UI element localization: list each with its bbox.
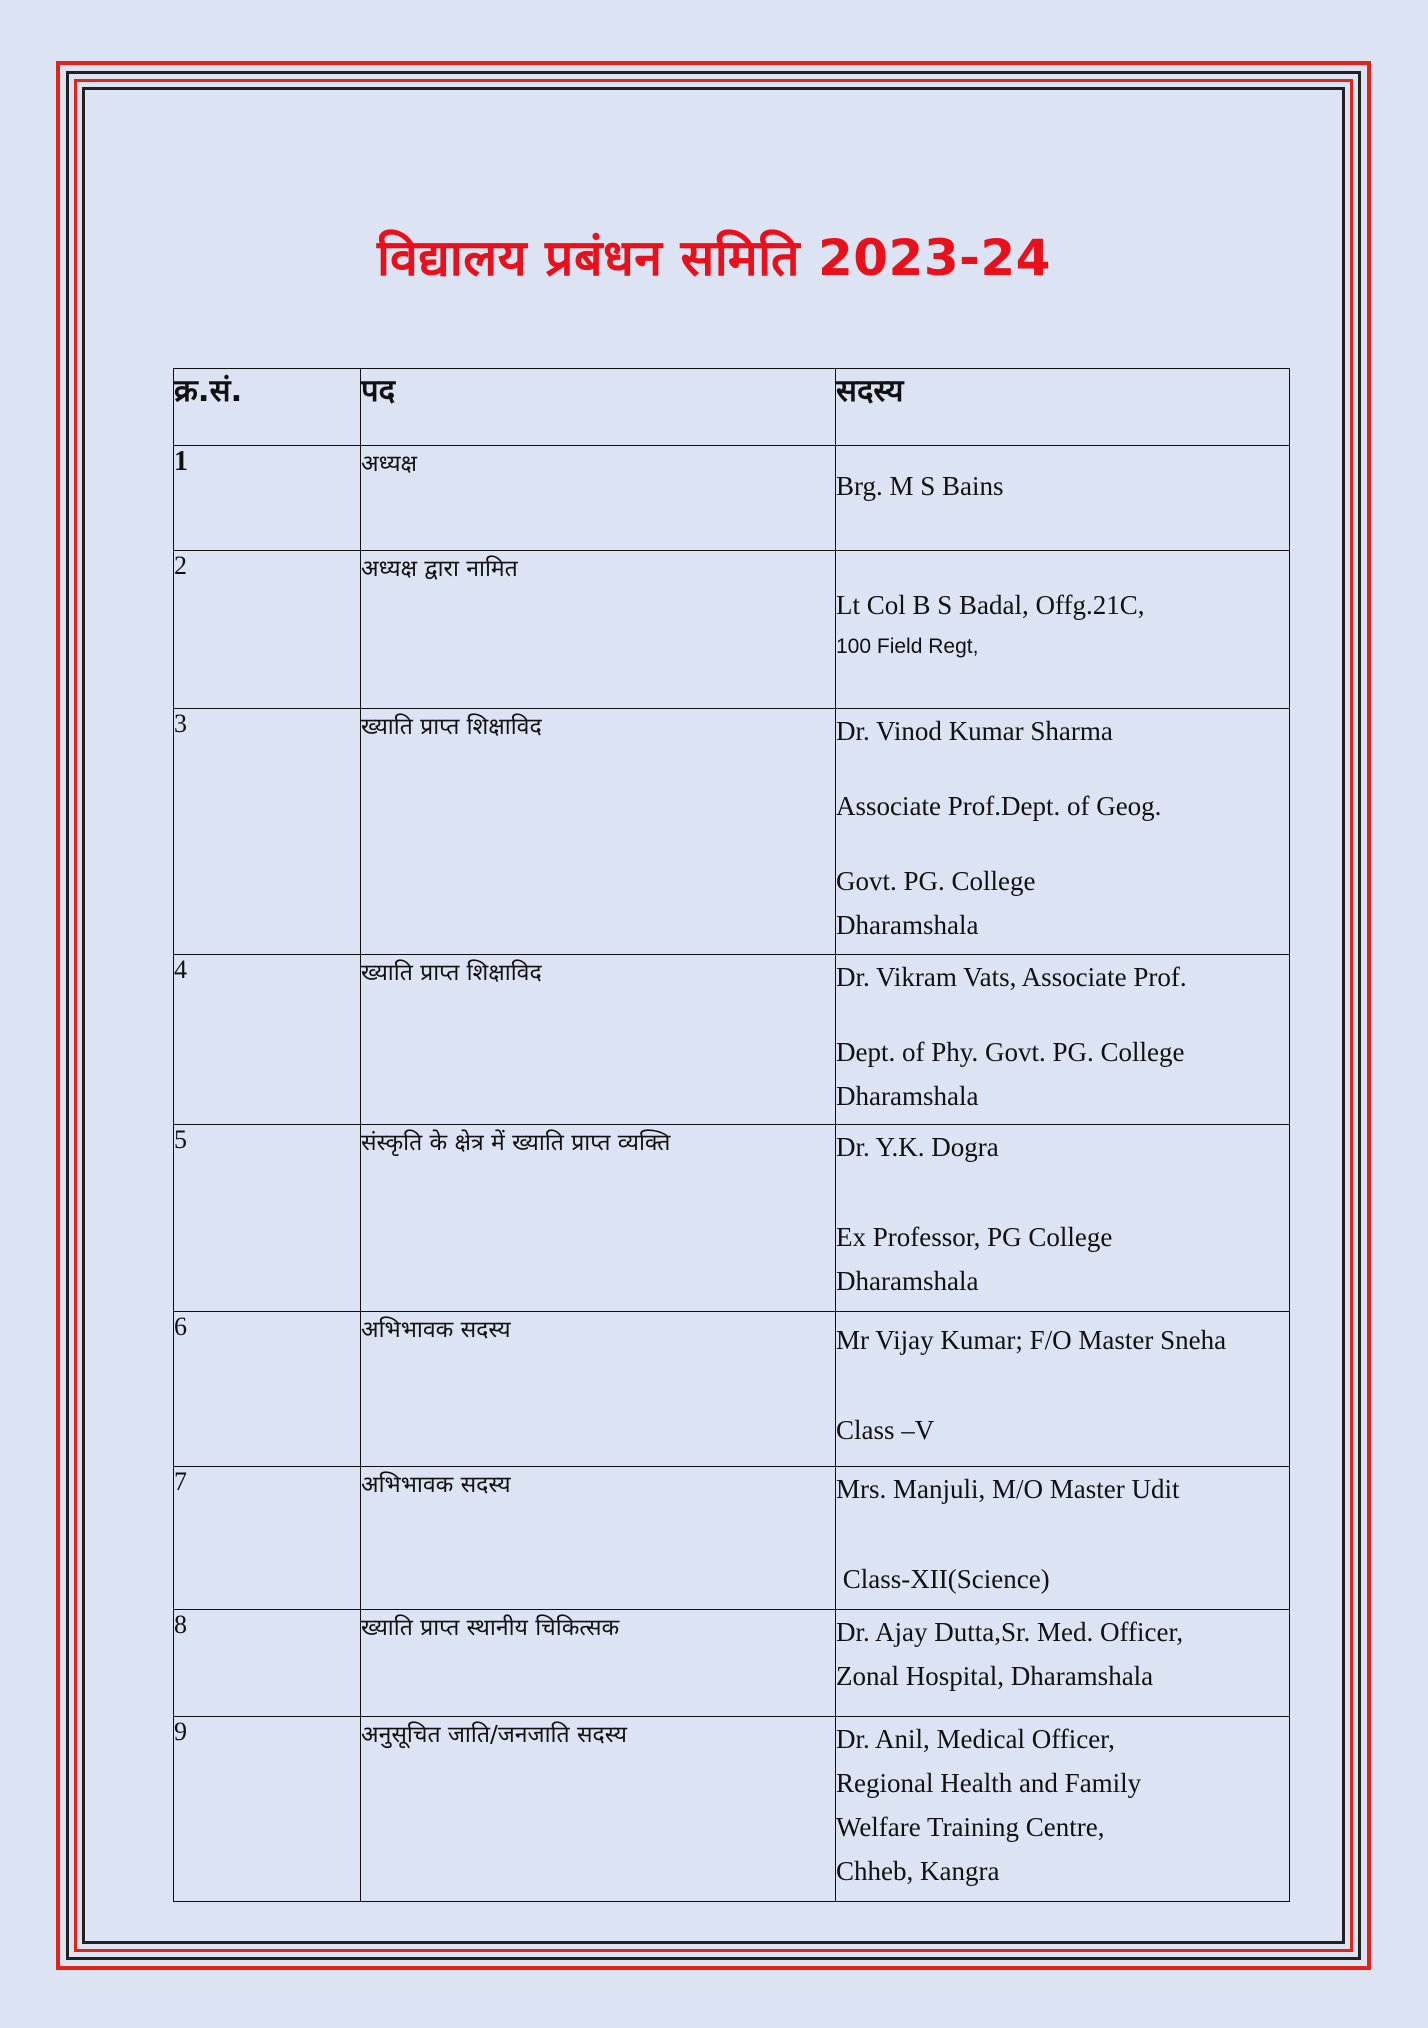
row-serial: 4 [174,955,361,1125]
row-serial: 2 [174,551,361,709]
row-serial: 5 [174,1125,361,1312]
table-row [174,1717,1290,1902]
table-row [174,1312,1290,1467]
table-row [174,446,1290,551]
row-member [836,1467,1290,1610]
member-line: Dr. Vikram Vats, Associate Prof. [836,962,1187,992]
row-post: अध्यक्ष द्वारा नामित [361,551,836,709]
row-serial: 6 [174,1312,361,1467]
row-serial: 1 [174,446,361,551]
table-row [174,551,1290,709]
member-line: Dr. Vinod Kumar Sharma [836,716,1113,746]
table-row [174,1125,1290,1312]
member-line: 100 Field Regt, [836,635,979,658]
row-serial: 9 [174,1717,361,1902]
row-post: संस्कृति के क्षेत्र में ख्याति प्राप्त व्यक्ति [361,1125,836,1312]
row-post: अध्यक्ष [361,446,836,551]
member-line: Associate Prof.Dept. of Geog. [836,791,1162,821]
member-line: Dr. Ajay Dutta,Sr. Med. Officer, [836,1617,1184,1647]
row-post: ख्याति प्राप्त शिक्षाविद [361,709,836,955]
row-serial: 3 [174,709,361,955]
member-line: Mr Vijay Kumar; F/O Master Sneha [836,1325,1227,1355]
row-member [836,955,1290,1125]
member-line: Dharamshala [836,1266,979,1296]
row-post: ख्याति प्राप्त शिक्षाविद [361,955,836,1125]
member-line: Lt Col B S Badal, Offg.21C, [836,590,1145,620]
header-serial: क्र.सं. [174,369,361,446]
member-line: Brg. M S Bains [836,471,1004,501]
member-line: Class-XII(Science) [836,1564,1050,1594]
row-post: अनुसूचित जाति/जनजाति सदस्य [361,1717,836,1902]
header-member: सदस्य [836,369,1290,446]
member-line: Class –V [836,1415,935,1445]
table-header-row [174,369,1290,446]
row-serial: 8 [174,1610,361,1717]
row-member [836,1717,1290,1902]
table-row [174,709,1290,955]
member-line: Chheb, Kangra [836,1856,1000,1886]
row-member [836,1610,1290,1717]
row-member [836,551,1290,709]
member-line: Welfare Training Centre, [836,1812,1105,1842]
member-line: Govt. PG. College [836,866,1036,896]
row-member [836,709,1290,955]
page-title: विद्यालय प्रबंधन समिति 2023-24 [377,229,1051,287]
table-row [174,1610,1290,1717]
row-member [836,1312,1290,1467]
row-member [836,446,1290,551]
row-member [836,1125,1290,1312]
table-row [174,955,1290,1125]
member-line: Zonal Hospital, Dharamshala [836,1661,1154,1691]
table-row [174,1467,1290,1610]
member-line: Regional Health and Family [836,1768,1142,1798]
row-serial: 7 [174,1467,361,1610]
member-line: Ex Professor, PG College [836,1222,1113,1252]
committee-table [173,368,1290,1902]
member-line: Dr. Y.K. Dogra [836,1132,999,1162]
member-line: Mrs. Manjuli, M/O Master Udit [836,1474,1180,1504]
member-line: Dharamshala [836,910,979,940]
row-post: अभिभावक सदस्य [361,1312,836,1467]
member-line: Dr. Anil, Medical Officer, [836,1724,1115,1754]
member-line: Dharamshala [836,1081,979,1111]
header-post: पद [361,369,836,446]
row-post: अभिभावक सदस्य [361,1467,836,1610]
member-line: Dept. of Phy. Govt. PG. College [836,1037,1185,1067]
row-post: ख्याति प्राप्त स्थानीय चिकित्सक [361,1610,836,1717]
